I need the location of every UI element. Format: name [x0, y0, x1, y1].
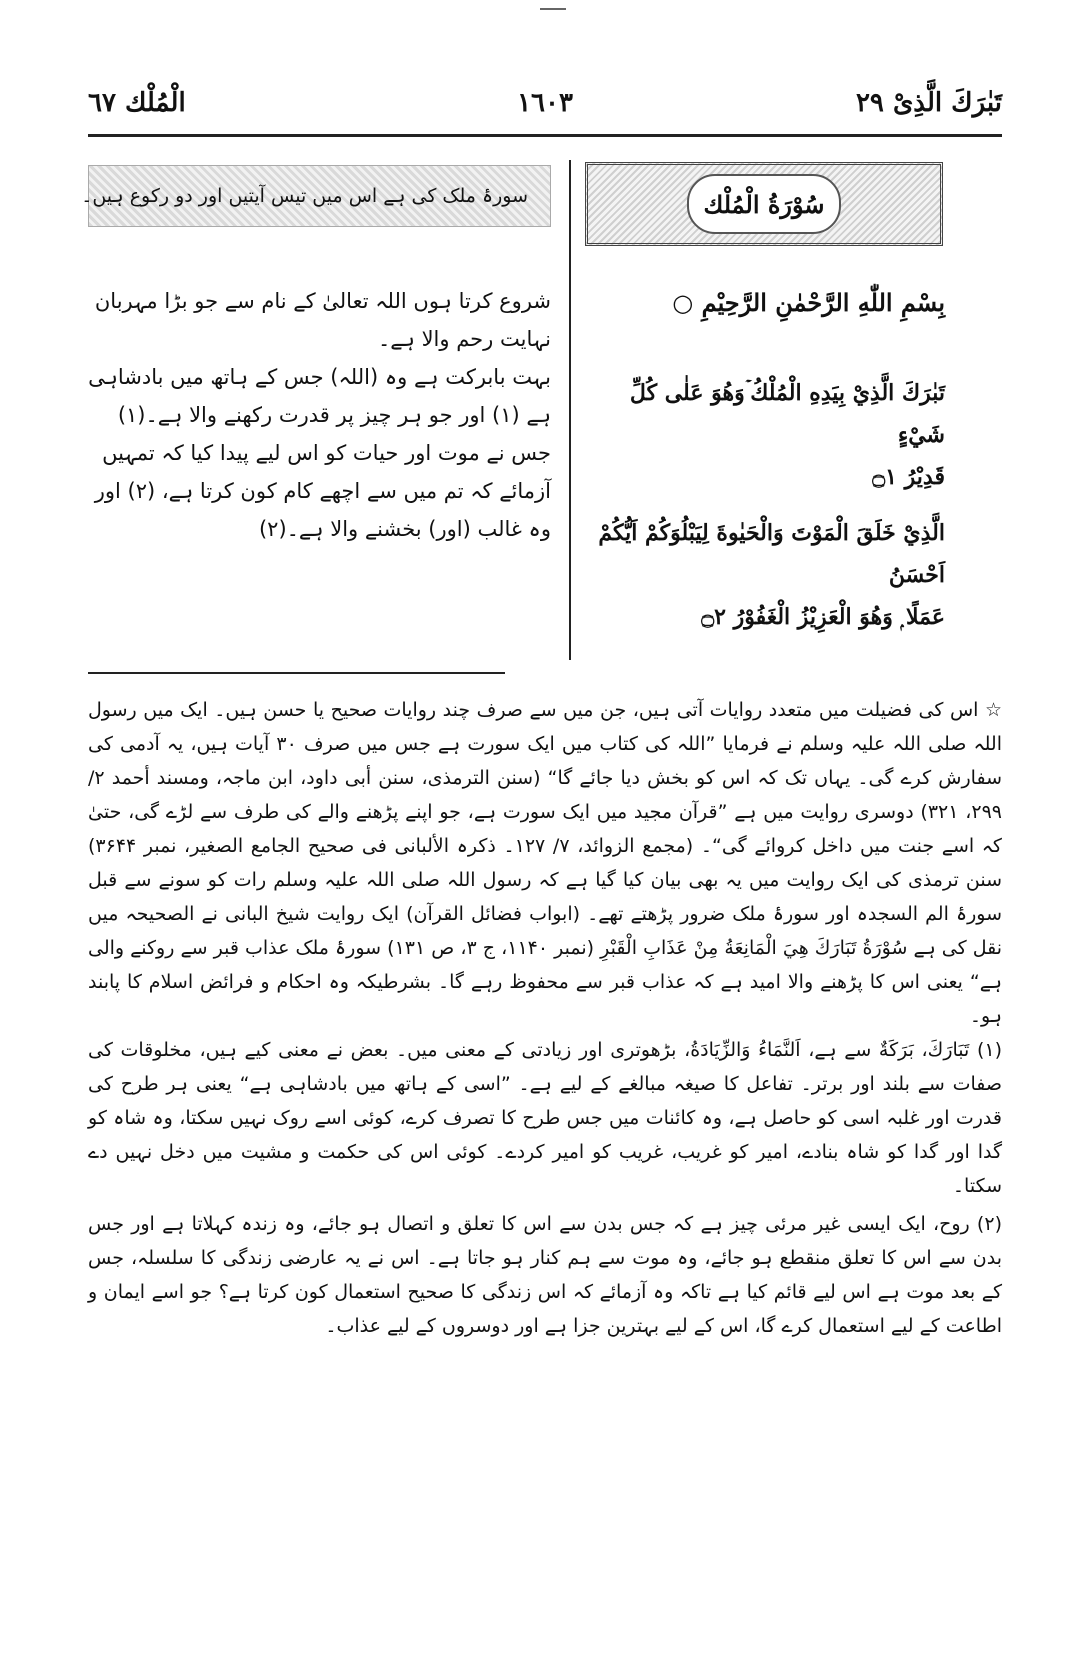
verse-1-line-1: تَبٰرَكَ الَّذِيْ بِيَدِهِ الْمُلْكُ ۡوَهُوَ عَلٰى كُلِّ شَيْءٍ: [629, 380, 945, 448]
header-rule: [88, 134, 1002, 137]
top-mark-divider: [540, 8, 566, 10]
footnotes-section: [88, 693, 1002, 1343]
footnote-1: (۱) تَبَارَكَ، بَرَكَةٌ سے ہے، اَلنَّمَاءُ وَالزِّيَادَةُ، بڑھوتری اور زیادتی کے معنی میں۔ بعض نے معنی کیے ہیں، مخلوقات کی صفات سے بلند اور برتر۔ تفاعل کا صیغہ مبالغے کے لیے ہے۔ ”اسی کے ہاتھ میں بادشاہی ہے“ یعنی ہر طرح کی قدرت اور غلبہ اسی کو حاصل ہے، وہ کائنات میں جس طرح کا تصرف کرے، کوئی اسے روک نہیں سکتا، وہ شاہ کو گدا اور گدا کو شاہ بنادے، امیر کو غریب، غریب کو امیر کردے۔ کوئی اس کی حکمت و مشیت میں دخل نہیں دے سکتا۔: [88, 1039, 1002, 1197]
verse-2-line-2: عَمَلًا ۭ وَهُوَ الْعَزِيْزُ الْغَفُوْرُ ۝٢: [701, 604, 945, 630]
footnote-virtue: ☆ اس کی فضیلت میں متعدد روایات آتی ہیں، جن میں سے صرف چند روایات صحیح یا حسن ہیں۔ ایک میں رسول اللہ صلی اللہ علیہ وسلم نے فرمایا ”اللہ کی کتاب میں ایک سورت ہے جس میں صرف ۳۰ آیات ہیں، یہ آدمی کی سفارش کرے گی۔ یہاں تک کہ اس کو بخش دیا جائے گا“ (سنن الترمذی، سنن أبی داود، ابن ماجہ، ومسند أحمد ۲/ ۲۹۹، ۳۲۱) دوسری روایت میں ہے ”قرآن مجید میں ایک سورت ہے، جو اپنے پڑھنے والے کی طرف سے لڑے گی، حتیٰ کہ اسے جنت میں داخل کروائے گی“۔ (مجمع الزوائد، ۷/ ۱۲۷۔ ذکرہ الألبانی فی صحیح الجامع الصغیر، نمبر ۳۶۴۴) سنن ترمذی کی ایک روایت میں یہ بھی بیان کیا گیا ہے کہ رسول اللہ صلی اللہ علیہ وسلم رات کو سونے سے قبل سورۂ الم السجدہ اور سورۂ ملک ضرور پڑھتے تھے۔ (ابواب فضائل القرآن) ایک روایت شیخ البانی نے الصحیحہ میں نقل کی ہے سُوْرَةُ تَبَارَكَ هِيَ الْمَانِعَةُ مِنْ عَذَابِ الْقَبْرِ (نمبر ۱۱۴۰، ج ۳، ص ۱۳۱) سورۂ ملک عذاب قبر سے روکنے والی ہے“ یعنی اس کا پڑھنے والا امید ہے کہ عذاب قبر سے محفوظ رہے گا۔ بشرطیکہ وہ احکام و فرائض اسلام کا پابند ہو۔: [88, 699, 1003, 1027]
surah-title: سُوْرَةُ الْمُلْك: [703, 189, 825, 219]
verse-1-line-2: قَدِيْرُ ۝١: [872, 464, 945, 490]
translation-verse-2: جس نے موت اور حیات کو اس لیے پیدا کیا کہ تمہیں آزمائے کہ تم میں سے اچھے کام کون کرتا ہے، (۲) اور وہ غالب (اور) بخشنے والا ہے۔(۲): [94, 441, 551, 541]
surah-intro-banner: [81, 165, 551, 227]
basmala: بِسْمِ اللّٰهِ الرَّحْمٰنِ الرَّحِيْمِ ○: [672, 288, 945, 317]
surah-title-frame: [585, 162, 943, 246]
column-divider: [569, 160, 571, 660]
surah-intro-text: سورۂ ملک کی ہے اس میں تیس آیتیں اور دو رکوع ہیں۔: [81, 185, 528, 207]
surah-title-cartouche: [687, 174, 841, 234]
arabic-text-column: [585, 282, 945, 638]
running-header: [88, 88, 1002, 128]
translation-verse-1: بہت بابرکت ہے وہ (اللہ) جس کے ہاتھ میں بادشاہی ہے (۱) اور جو ہر چیز پر قدرت رکھنے والا ہے۔(۱): [88, 365, 551, 427]
footnote-rule: [88, 672, 505, 674]
header-juz-name: تَبٰرَكَ الَّذِیْ ٢٩: [855, 88, 1002, 118]
verse-2-line-1: الَّذِيْ خَلَقَ الْمَوْتَ وَالْحَيٰوةَ لِيَبْلُوَكُمْ اَيُّكُمْ اَحْسَنُ: [598, 520, 945, 588]
footnote-2: (۲) روح، ایک ایسی غیر مرئی چیز ہے کہ جس بدن سے اس کا تعلق و اتصال ہو جائے، وہ زندہ کہلاتا ہے اور جس بدن سے اس کا تعلق منقطع ہو جائے، وہ موت سے ہم کنار ہو جاتا ہے۔ اس نے یہ عارضی زندگی کا سلسلہ، جس کے بعد موت ہے اس لیے قائم کیا ہے تاکہ وہ آزمائے کہ اس زندگی کا صحیح استعمال کون کرتا ہے؟ جو اسے ایمان و اطاعت کے لیے استعمال کرے گا، اس کے لیے بہترین جزا ہے اور دوسروں کے لیے عذاب۔: [88, 1213, 1002, 1337]
translation-basmala: شروع کرتا ہوں اللہ تعالیٰ کے نام سے جو بڑا مہربان نہایت رحم والا ہے۔: [94, 289, 551, 351]
translation-column: [88, 282, 551, 548]
header-page-number: ١٦٠٣: [517, 88, 573, 118]
header-surah-name: الْمُلْك ٦٧: [88, 88, 186, 118]
